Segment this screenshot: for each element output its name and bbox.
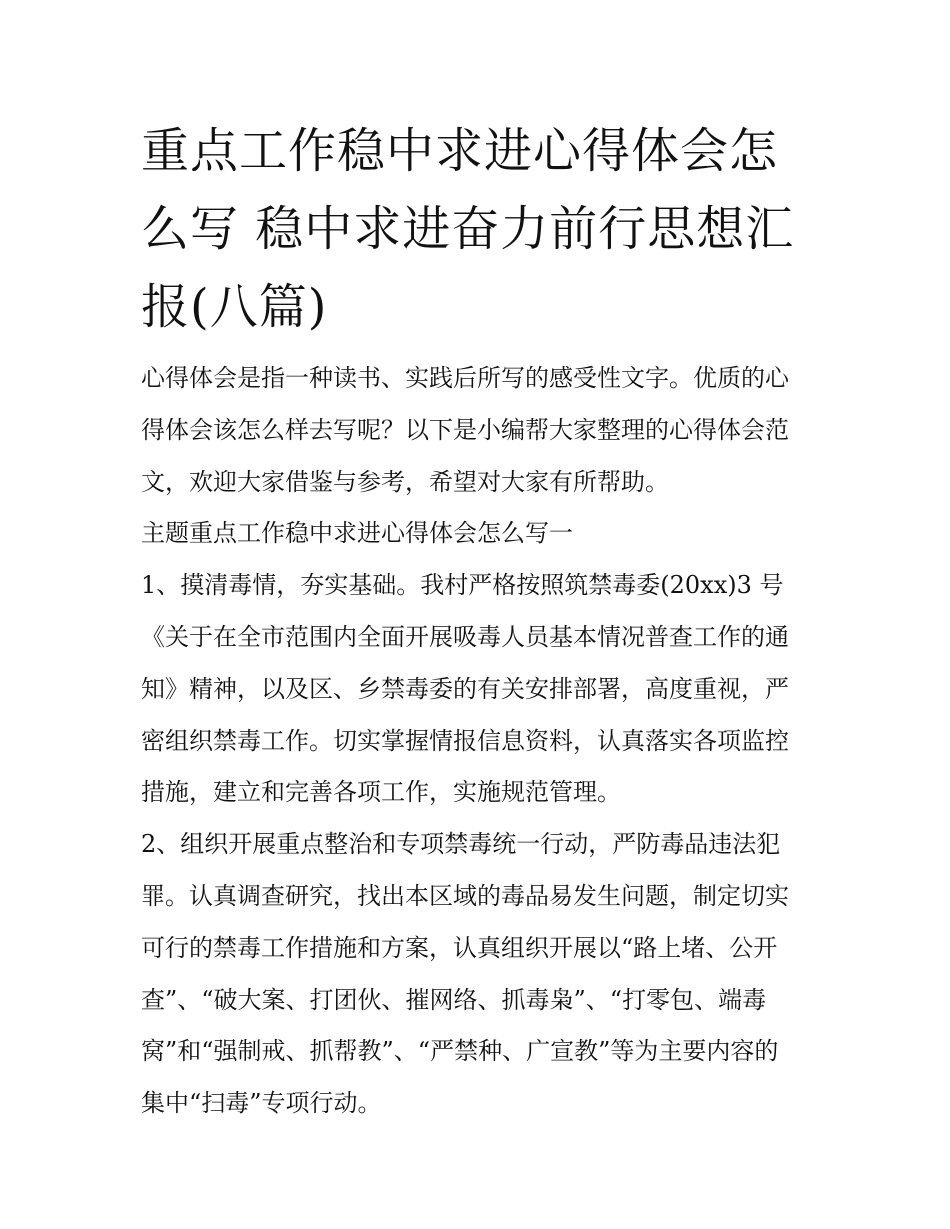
document-title: 重点工作稳中求进心得体会怎 么写 稳中求进奋力前行思想汇 报(八篇) [141, 123, 795, 335]
intro-paragraph: 心得体会是指一种读书、实践后所写的感受性文字。优质的心 得体会该怎么样去写呢？以下是小编帮大家整理的心得体会范 文，欢迎大家借鉴与参考，希望对大家有所帮助。 [141, 364, 789, 496]
section-heading: 主题重点工作稳中求进心得体会怎么写一 [141, 519, 573, 548]
numbered-paragraph-2: 2、组织开展重点整治和专项禁毒统一行动，严防毒品违法犯 罪。认真调查研究，找出本区域的毒品易发生问题，制定切实 可行的禁毒工作措施和方案，认真组织开展以“路上堵、公开 查”、“破大案、打团伙、摧网络、抓毒枭”、“打零包、端毒 窝”和“强制戒、抓帮教”、“严禁种、广宣教”等为主要内容的 集中“扫毒”专项行动。 [141, 830, 789, 1118]
document-body [141, 353, 821, 1130]
numbered-paragraph-1: 1、摸清毒情，夯实基础。我村严格按照筑禁毒委(20xx)3 号 《关于在全市范围内全面开展吸毒人员基本情况普查工作的通 知》精神，以及区、乡禁毒委的有关安排部署，高度重视，严 密组织禁毒工作。切实掌握情报信息资料，认真落实各项监控 措施，建立和完善各项工作，实施规范管理。 [141, 571, 789, 807]
